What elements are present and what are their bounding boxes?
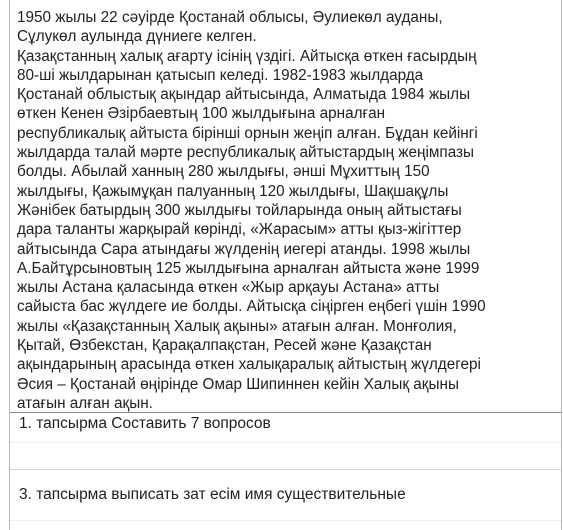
biography-line: сайыста бас жүлдеге ие болды. Айтысқа сіңірген еңбегі үшін 1990 [17, 298, 486, 316]
worksheet [9, 0, 562, 530]
biography-line: Қазақстанның халық ағарту ісінің үздігі. Айтысқа өткен ғасырдың [17, 47, 477, 65]
biography-line: ақындарының арасында өткен халықаралық айтыстың жүлдегері [17, 356, 481, 374]
biography-line: жылдарда талай мәрте республикалық айтыстардың жеңімпазы [17, 144, 475, 162]
task-1-text: 1. тапсырма Составить 7 вопросов [19, 415, 271, 432]
task-1-row [10, 412, 561, 469]
biography-line: 80-ші жылдарынан қатысып келеді. 1982-1983 жылдарда [17, 66, 424, 84]
biography-line: 1950 жылы 22 сәуірде Қостанай облысы, Әулиекөл ауданы, [17, 9, 443, 26]
biography-line: Қытай, Өзбекстан, Қарақалпақстан, Ресей және Қазақстан [17, 337, 432, 355]
biography-line: дара таланты жарқырай көрінді, «Жарасым» атты қыз-жігіттер [17, 221, 462, 239]
biography-line: болды. Абылай ханның 280 жылдығы, әнші Мұхиттың 150 [17, 163, 430, 181]
task-3-row [10, 469, 561, 530]
biography-line: Жәнібек батырдың 300 жылдығы тойларында оның айтыстағы [17, 201, 462, 219]
biography-line: Қостанай облыстық ақындар айтысында, Алматыда 1984 жылы [17, 86, 471, 104]
biography-line: жылдығы, Қажымұқан палуанның 120 жылдығы, Шақшақұлы [17, 182, 449, 200]
task-3-text: 3. тапсырма выписать зат есім имя существительные [19, 486, 406, 503]
biography-line: айтысында Сара атындағы жүлденің иегері атанды. 1998 жылы [17, 240, 471, 258]
biography-line: атағын алған ақын. [17, 394, 153, 412]
biography-line: Сұлукөл аулында дүниеге келген. [17, 28, 257, 46]
biography-line: жылы «Қазақстанның Халық ақыны» атағын алған. Монғолия, [17, 317, 457, 335]
biography-text [17, 8, 557, 412]
biography-line: Әсия – Қостанай өңірінде Омар Шипиннен кейін Халық ақыны [17, 375, 459, 393]
biography-line: өткен Кенен Әзірбаевтың 100 жылдығына арналған [17, 105, 386, 123]
biography-line: республикалық айтыста бірінші орнын жеңіп алған. Бұдан кейінгі [17, 124, 478, 142]
biography-line: А.Байтұрсыновтың 125 жылдығына арналған айтыста және 1999 [17, 259, 480, 277]
biography-line: жылы Астана қаласында өткен «Жыр арқауы Астана» атты [17, 279, 440, 297]
